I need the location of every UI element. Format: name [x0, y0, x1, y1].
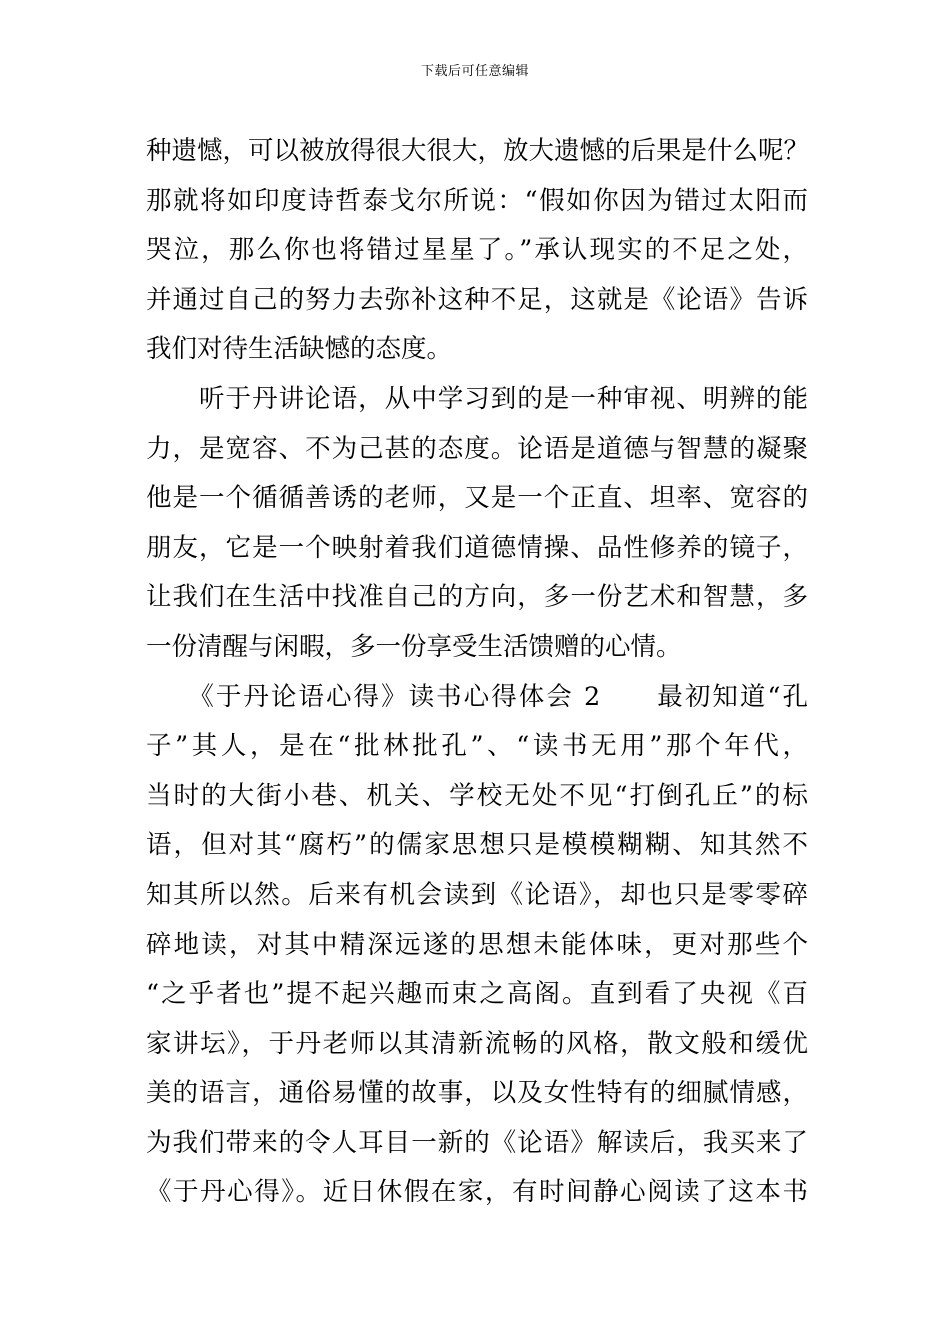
text-line: 家讲坛》，于丹老师以其清新流畅的风格，散文般和缓优: [146, 1028, 808, 1059]
text-line: 知其所以然。后来有机会读到《论语》，却也只是零零碎: [146, 879, 808, 910]
text-line: 并通过自己的努力去弥补这种不足，这就是《论语》告诉: [146, 284, 808, 315]
text-line: 《于丹心得》。近日休假在家，有时间静心阅读了这本书: [146, 1177, 808, 1208]
text-line: 为我们带来的令人耳目一新的《论语》解读后，我买来了: [146, 1127, 808, 1158]
text-line: 《于丹论语心得》读书心得体会 2 最初知道“孔: [146, 681, 808, 712]
text-line: 当时的大街小巷、机关、学校无处不见“打倒孔丘”的标: [146, 780, 808, 811]
text-line: 种遗憾，可以被放得很大很大，放大遗憾的后果是什么呢？: [146, 136, 810, 166]
text-line: 让我们在生活中找准自己的方向，多一份艺术和智慧，多: [146, 582, 808, 613]
text-line: 碎地读，对其中精深远遂的思想未能体味，更对那些个: [146, 929, 808, 960]
text-line: 他是一个循循善诱的老师，又是一个正直、坦率、宽容的: [146, 483, 808, 514]
text-line: 美的语言，通俗易懂的故事，以及女性特有的细腻情感，: [146, 1078, 808, 1109]
text-line: 我们对待生活缺憾的态度。: [146, 334, 453, 365]
text-line: 哭泣，那么你也将错过星星了。”承认现实的不足之处，: [146, 235, 808, 266]
text-line: 那就将如印度诗哲泰戈尔所说：“假如你因为错过太阳而: [146, 185, 808, 216]
text-line: 力，是宽容、不为己甚的态度。论语是道德与智慧的凝聚: [146, 433, 808, 464]
text-line: 听于丹讲论语，从中学习到的是一种审视、明辨的能: [146, 383, 808, 414]
text-line: 子”其人，是在“批林批孔”、“读书无用”那个年代，: [146, 731, 808, 762]
text-line: 朋友，它是一个映射着我们道德情操、品性修养的镜子，: [146, 532, 808, 563]
text-line: 语，但对其“腐朽”的儒家思想只是模模糊糊、知其然不: [146, 830, 808, 861]
document-body: [146, 127, 808, 1218]
page-header: 下载后可任意编辑: [420, 64, 529, 79]
text-line: 一份清醒与闲暇，多一份享受生活馈赠的心情。: [146, 631, 682, 662]
text-line: “之乎者也”提不起兴趣而束之高阁。直到看了央视《百: [146, 979, 808, 1010]
